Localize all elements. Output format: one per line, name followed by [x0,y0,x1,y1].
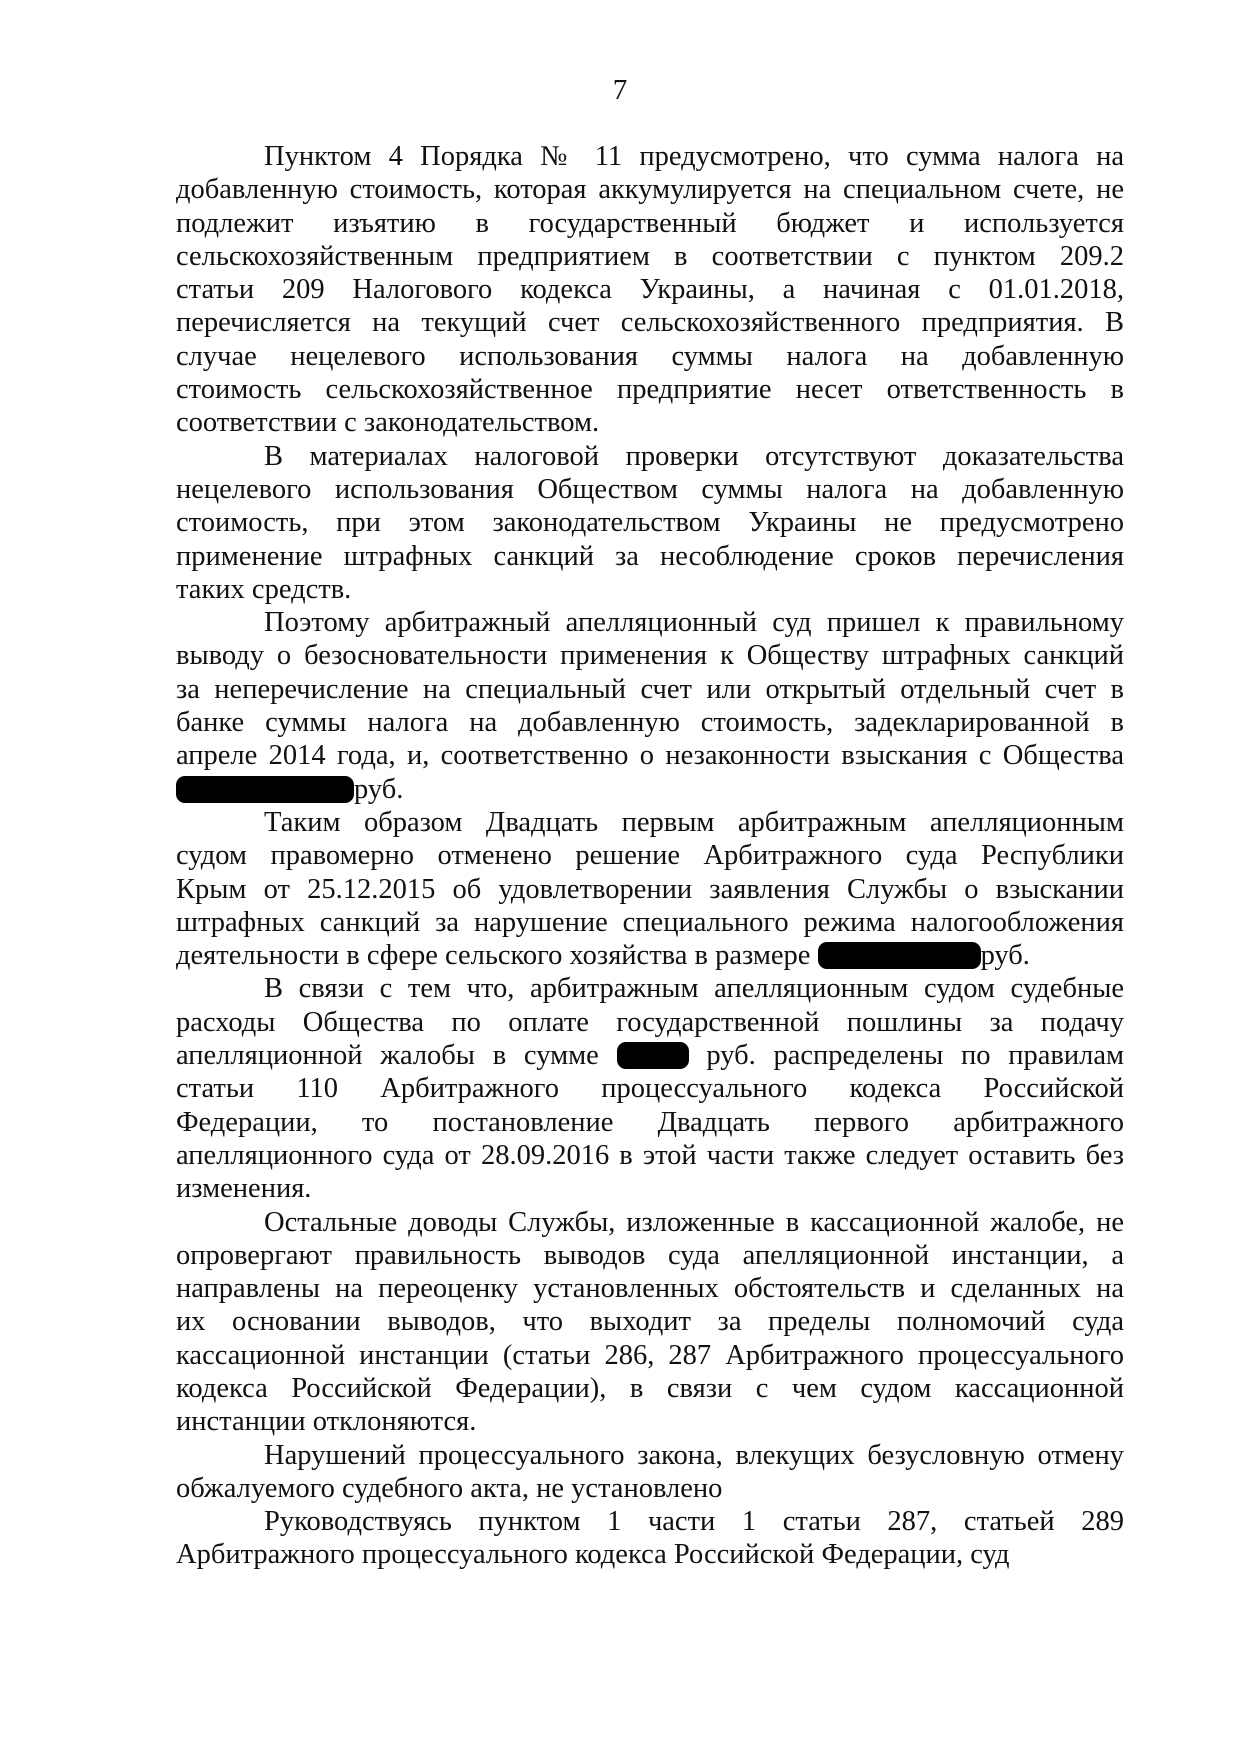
text-fragment: апелляционной жалобы в сумме [176,1040,599,1072]
text-line: Федерации, то постановление Двадцать первого арбитражного [176,1106,1124,1138]
text-line: Арбитражного процессуального кодекса Российской Федерации, суд [176,1539,1010,1571]
text-line: штрафных санкций за нарушение специального режима налогообложения [176,906,1124,938]
text-line: Руководствуясь пунктом 1 части 1 статьи 287, статьей 289 [264,1506,1124,1538]
text-line: случае нецелевого использования суммы налога на добавленную [176,340,1124,372]
paragraph-2 [176,440,1124,606]
text-fragment: руб. [980,940,1030,972]
text-line: кассационной инстанции (статьи 286, 287 Арбитражного процессуального [176,1339,1124,1371]
text-line: таких средств. [176,573,352,605]
text-line: кодекса Российской Федерации), в связи с чем судом кассационной [176,1372,1124,1404]
text-line: применение штрафных санкций за несоблюдение сроков перечисления [176,540,1124,572]
text-line: инстанции отклоняются. [176,1406,477,1438]
text-line: стоимость сельскохозяйственное предприятие несет ответственность в [176,374,1124,406]
text-line: расходы Общества по оплате государственной пошлины за подачу [176,1006,1124,1038]
text-line: Нарушений процессуального закона, влекущих безусловную отмену [264,1439,1124,1471]
document-body [176,140,1124,1572]
paragraph-1 [176,140,1124,440]
text-line: Крым от 25.12.2015 об удовлетворении заявления Службы о взыскании [176,873,1124,905]
redaction-bar [617,1042,689,1069]
paragraph-8 [176,1505,1124,1572]
redaction-bar [176,776,354,803]
text-line: их основании выводов, что выходит за пределы полномочий суда [176,1306,1124,1338]
text-fragment: руб. [354,773,404,805]
text-line: подлежит изъятию в государственный бюджет и используется [176,207,1124,239]
page-number: 7 [612,74,628,106]
text-line: В связи с тем что, арбитражным апелляционным судом судебные [264,973,1124,1005]
text-line: добавленную стоимость, которая аккумулируется на специальном счете, не [176,174,1124,206]
paragraph-4 [176,806,1124,972]
text-line: обжалуемого судебного акта, не установлено [176,1472,723,1504]
text-line: опровергают правильность выводов суда апелляционной инстанции, а [176,1239,1124,1271]
text-line: Таким образом Двадцать первым арбитражным апелляционным [264,806,1124,838]
text-fragment: деятельности в сфере сельского хозяйства в размере [176,940,811,972]
text-line: статьи 209 Налогового кодекса Украины, а начиная с 01.01.2018, [176,274,1124,306]
text-line: В материалах налоговой проверки отсутствуют доказательства [264,440,1124,472]
text-line: Остальные доводы Службы, изложенные в кассационной жалобе, не [264,1206,1124,1238]
text-line: судом правомерно отменено решение Арбитражного суда Республики [176,840,1124,872]
text-line: статьи 110 Арбитражного процессуального кодекса Российской [176,1073,1124,1105]
redaction-bar [818,942,981,969]
text-line: сельскохозяйственным предприятием в соответствии с пунктом 209.2 [176,240,1124,272]
text-line: выводу о безосновательности применения к Обществу штрафных санкций [176,640,1124,672]
text-line: апреле 2014 года, и, соответственно о незаконности взыскания с Общества [176,740,1124,772]
text-line: апелляционного суда от 28.09.2016 в этой части также следует оставить без [176,1139,1124,1171]
paragraph-6 [176,1206,1124,1439]
text-line: изменения. [176,1173,312,1205]
text-line: нецелевого использования Обществом суммы налога на добавленную [176,473,1124,505]
text-line: за неперечисление на специальный счет или открытый отдельный счет в [176,673,1124,705]
text-line [176,1039,1124,1072]
text-line: стоимость, при этом законодательством Украины не предусмотрено [176,507,1124,539]
paragraph-5 [176,972,1124,1205]
text-line: перечисляется на текущий счет сельскохозяйственного предприятия. В [176,307,1124,339]
paragraph-7 [176,1439,1124,1506]
text-line: Пунктом 4 Порядка № 11 предусмотрено, что сумма налога на [264,141,1124,172]
text-line [176,773,1124,806]
text-line: направлены на переоценку установленных обстоятельств и сделанных на [176,1273,1124,1305]
text-line: Поэтому арбитражный апелляционный суд пришел к правильному [264,607,1124,639]
paragraph-3 [176,606,1124,806]
text-line: соответствии с законодательством. [176,407,600,439]
text-line [176,939,1124,972]
text-line: банке суммы налога на добавленную стоимость, задекларированной в [176,707,1124,739]
text-fragment: руб. распределены по правилам [706,1040,1125,1072]
